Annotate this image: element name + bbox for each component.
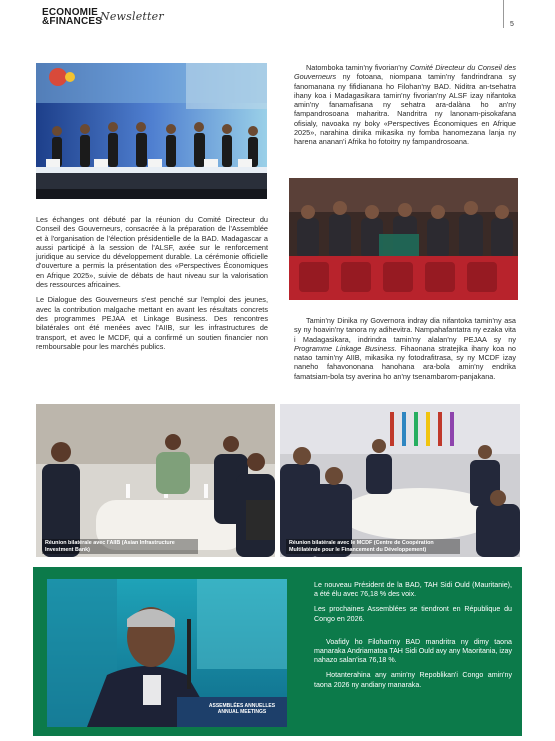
highlight-mg-2: Hotanterahina any amin'ny Repoblikan'i Congo amin'ny taona 2026 ny andiany manaraka.	[314, 671, 512, 689]
logo-line1: ECONOMIE	[42, 7, 99, 18]
paragraph-mg-1: Natomboka tamin'ny fivorian'ny Comité Directeur du Conseil des Gouverneurs ny fotoana, niompana tamin'ny fandrindrana sy fanomanana ny fifidianana ho Filohan'ny BAD. Niditra an-tsehatra ihany koa i Madagasikara tamin'ny fivorian'ny ALSF izay nifantoka amin'ny fanamafisana ny sehatra ara-dalàna ho an'ny fampandrosoana maharitra. Nandritra ny lanonam-pisokafana ofisialy, navoaka ny boky «Perspectives Économiques en Afrique 2025», narahina dinika mikasika ny fomba hanomezana lanja ny harena ananan'i Afrika ho fotoitry ny fampandrosoana.	[294, 63, 516, 147]
highlight-box	[33, 567, 522, 736]
article-fr	[36, 215, 268, 357]
caption-aiib: Réunion bilatérale avec l'AIIB (Asian Infrastructure Investment Bank)	[42, 539, 198, 554]
newsletter-logo	[42, 7, 164, 27]
highlight-fr-1: Le nouveau Président de la BAD, TAH Sidi Ould (Mauritanie), a été élu avec 76,18 % des voix.	[314, 581, 512, 599]
logo-script: Newsletter	[100, 10, 164, 23]
photo-bilateral-mcdf	[280, 404, 520, 557]
photo-audience	[289, 178, 518, 300]
photo-bilateral-aiib	[36, 404, 275, 557]
photo-new-president	[47, 579, 287, 727]
article-mg-intro	[294, 63, 516, 153]
highlight-text	[314, 581, 512, 696]
caption-mcdf: Réunion bilatérale avec le MCDF (Centre de Coopération Multilatérale pour le Financement du Développement)	[286, 539, 460, 554]
photo-panel-stage	[36, 63, 267, 199]
paragraph-fr-1: Les échanges ont débuté par la réunion du Comité Directeur du Conseil des Gouverneurs, consacrée à la préparation de l'Assemblée et à l'organisation de l'élection présidentielle de la BAD. Madagascar a aussi participé à la session de l'ALSF, axée sur le renforcement juridique au service du développement durable. La cérémonie officielle d'ouverture a permis la présentation des «Perspectives Économiques en Afrique 2025», suivie de débats de haut niveau sur la valorisation des ressources africaines.	[36, 215, 268, 290]
banner-line2: ANNUAL MEETINGS	[217, 709, 267, 715]
logo-line2: &FINANCES	[42, 16, 103, 27]
paragraph-mg-2: Tamin'ny Dinika ny Governora indray dia nifantoka tamin'ny asa sy ny hoavin'ny tanora ny adihevitra. Nampahafantatra ny ezaka vita i Madagasikara, indrindra tamin'ny alalan'ny PEJAA sy ny Programme Linkage Business. Fihaonana stratejika ihany koa no natao tamin'ny AIIB, mikasika ny fotodrafitrasa, sy ny MCDF izay naneho fahavononana hanohana ara-bola amin'ny endrika famatsiam-bola tsy averina ho an'ny tsenambarom-panjakana.	[294, 316, 516, 381]
banner-assemblees	[199, 703, 285, 715]
paragraph-fr-2: Le Dialogue des Gouverneurs s'est penché sur l'emploi des jeunes, avec la contribution malgache mettant en avant les résultats concrets des programmes PEJAA et Linkage Business. Des rencontres bilatérales ont été menées avec l'AIIB, sur les infrastructures de transport, et avec le MCDF, qui a confirmé un soutien financier non remboursable pour les marchés publics.	[36, 295, 268, 351]
header-divider	[503, 0, 504, 28]
article-mg-dialogue	[294, 316, 516, 387]
emphasis-linkage: Programme Linkage Business	[294, 343, 395, 353]
banner-line1: ASSEMBLÉES ANNUELLES	[208, 703, 276, 709]
emphasis-comite: Comité Directeur du Conseil des Gouverneurs	[294, 63, 516, 82]
highlight-fr-2: Les prochaines Assemblées se tiendront en République du Congo en 2026.	[314, 605, 512, 623]
highlight-mg-1: Voafidy ho Filohan'ny BAD mandritra ny dimy taona manaraka Andriamatoa TAH Sidi Ould avy any Maoritania, izay nahazo salan'isa 76,18 %.	[314, 637, 512, 665]
page-number: 5	[510, 21, 514, 28]
